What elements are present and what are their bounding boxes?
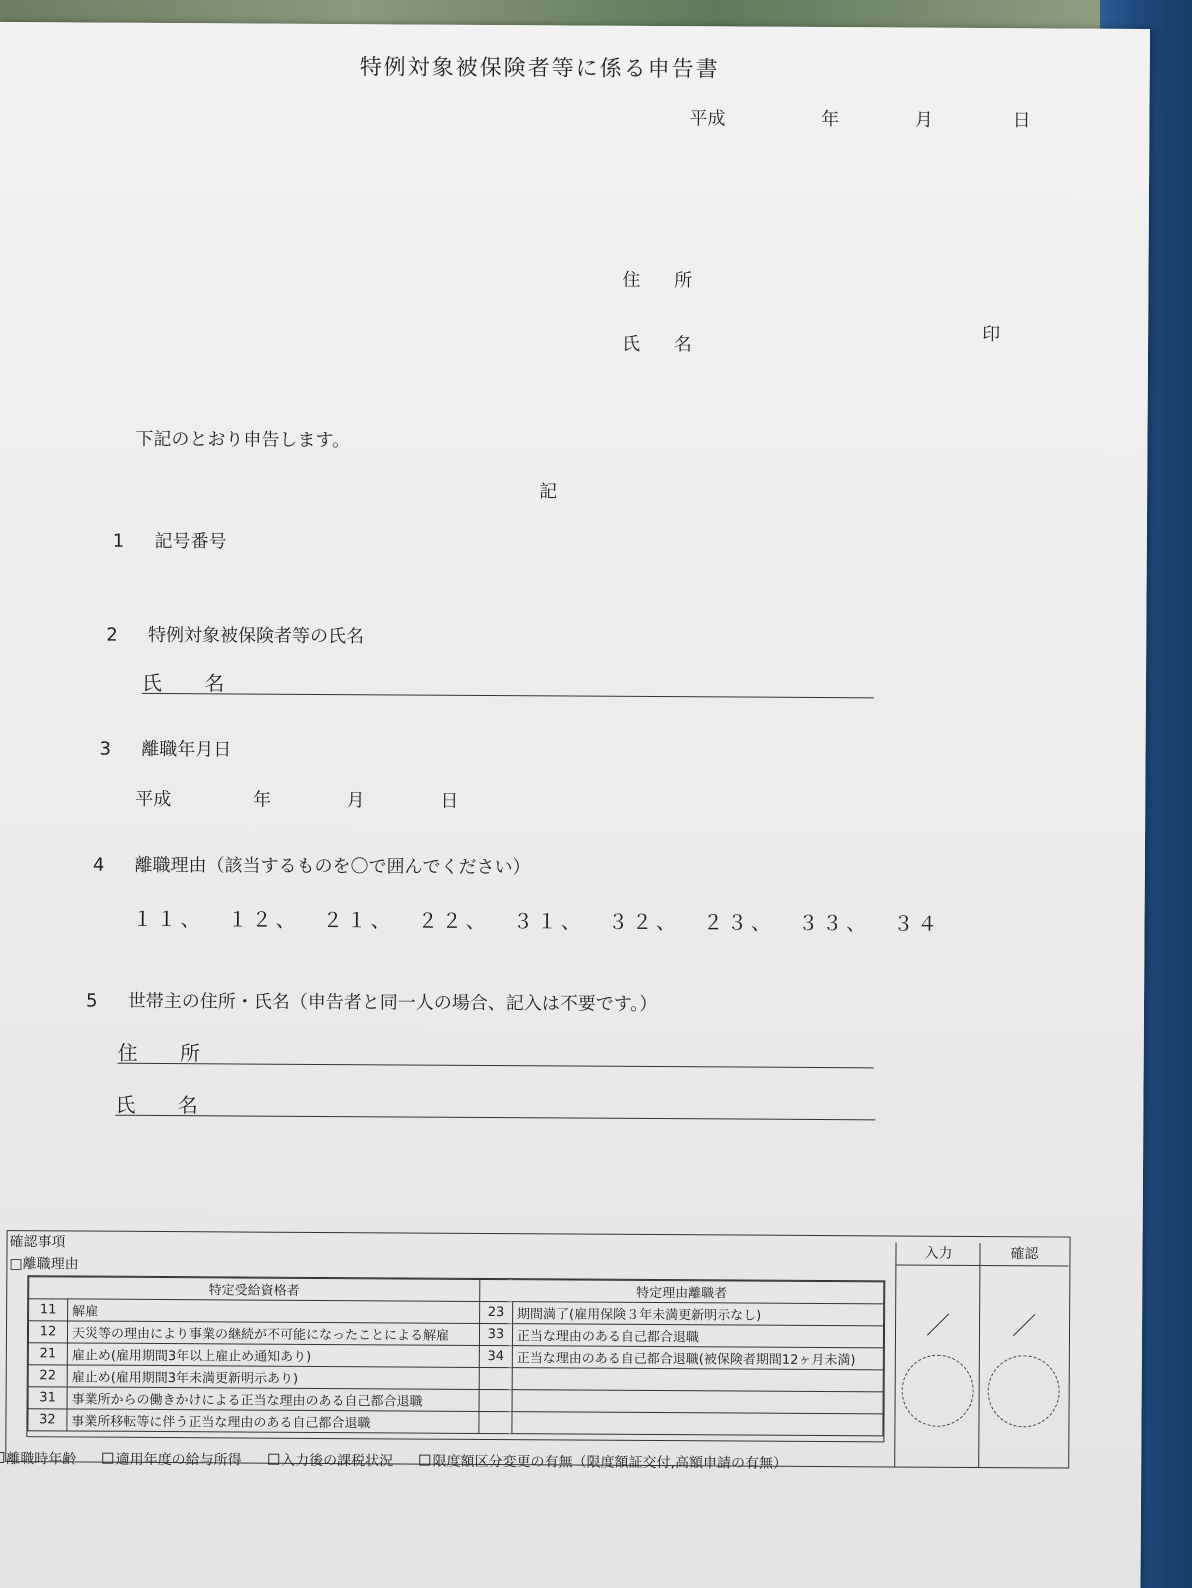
reason-code[interactable]: ３１、 [512,909,585,934]
item-3-label: 離職年月日 [141,738,232,761]
check-column [978,1243,1068,1468]
footer-check-item[interactable] [420,1451,788,1473]
footer-checklist [0,1448,809,1473]
right-text: 期間満了(雇用保険３年未満更新明示なし) [512,1302,883,1326]
right-text: 正当な理由のある自己都合退職 [512,1324,883,1348]
check-slash: ／ [1011,1312,1037,1341]
reason-code[interactable]: １２、 [227,907,300,932]
reason-code[interactable]: １１、 [132,906,205,932]
right-text [512,1368,883,1392]
item-3 [99,735,231,762]
footer-check-label: 離職時年齢 [6,1451,77,1468]
reason-code[interactable]: ２１、 [322,907,395,933]
right-text [512,1412,883,1436]
left-code: 32 [28,1409,67,1431]
item-3-year: 年 [252,789,272,811]
footer-check-item[interactable] [0,1448,76,1469]
right-code: 33 [479,1323,512,1345]
left-text: 雇止め(雇用期間3年以上雇止め通知あり) [67,1343,479,1368]
left-header: 特定受給資格者 [29,1277,480,1302]
date-month: 月 [914,109,933,131]
checkbox-icon[interactable] [0,1452,4,1463]
date-day: 日 [1012,110,1031,132]
head-name-label: 氏 名 [115,1092,216,1118]
item-5 [86,987,657,1016]
form-paper [0,22,1150,1588]
left-code: 11 [29,1299,68,1321]
right-code [479,1389,512,1411]
input-stamp-circle[interactable] [901,1355,973,1427]
item-3-day: 日 [440,790,459,812]
item-2-name-field[interactable] [142,667,874,698]
item-5-label: 世帯主の住所・氏名（申告者と同一人の場合、記入は不要です。） [127,990,658,1016]
left-code: 21 [28,1343,67,1365]
footer-check-item[interactable] [103,1449,242,1470]
left-code: 12 [28,1321,67,1343]
footer-check-label: 入力後の課税状況 [281,1452,394,1470]
reason-codes [132,903,983,937]
applicant-address-label: 住 所 [622,269,707,292]
item-3-era: 平成 [135,788,172,811]
left-text: 事業所からの働きかけによる正当な理由のある自己都合退職 [67,1387,479,1412]
item-4-label: 離職理由（該当するものを〇で囲んでください） [134,854,531,879]
checkbox-icon[interactable] [420,1455,431,1466]
item-3-number: 3 [99,738,112,760]
submission-date [689,104,1030,132]
right-code [479,1411,512,1433]
head-address-field[interactable] [118,1037,874,1069]
reason-code[interactable]: ２３、 [703,910,776,935]
input-column [894,1242,980,1467]
check-column-header: 確認 [980,1243,1068,1267]
confirm-title: 確認事項 [9,1234,66,1251]
item-3-date [135,785,458,813]
head-address-label: 住 所 [117,1040,219,1066]
right-code [479,1367,512,1389]
table-row [28,1409,883,1436]
intro-text: 下記のとおり申告します。 [135,428,351,452]
item-4-number: 4 [92,854,105,876]
item-1-label: 記号番号 [154,530,227,553]
footer-check-label: 適用年度の給与所得 [115,1451,242,1469]
head-name-field[interactable] [115,1089,875,1121]
confirm-subtitle: □離職理由 [9,1256,79,1273]
item-1 [113,527,227,554]
reason-table [26,1275,885,1442]
applicant-name-label: 氏 名 [621,333,706,356]
item-3-month: 月 [346,790,365,812]
item-2-label: 特例対象被保険者等の氏名 [147,624,365,648]
left-code: 31 [28,1387,67,1409]
input-column-header: 入力 [896,1242,980,1266]
input-slash: ／ [925,1311,951,1340]
left-text: 解雇 [68,1299,480,1324]
item-4 [93,851,531,880]
item-1-number: 1 [112,530,125,552]
reason-code[interactable]: ２２、 [417,908,490,934]
footer-check-label: 限度額区分変更の有無（限度額証交付,高額申請の有無） [432,1453,788,1472]
check-stamp-circle[interactable] [987,1355,1059,1427]
left-code: 22 [28,1365,67,1387]
right-code: 34 [479,1345,512,1367]
form-title: 特例対象被保険者等に係る申告書 [359,55,720,83]
confirmation-box [5,1230,1070,1468]
left-text: 天災等の理由により事業の継続が不可能になったことによる解雇 [67,1321,479,1346]
right-text: 正当な理由のある自己都合退職(被保険者期間12ヶ月未満) [512,1346,883,1370]
left-text: 事業所移転等に伴う正当な理由のある自己都合退職 [67,1409,479,1434]
right-code: 23 [479,1301,512,1323]
reason-code[interactable]: ３３、 [798,910,871,936]
checkbox-icon[interactable] [103,1453,114,1464]
seal-mark: 印 [982,324,1001,346]
item-5-number: 5 [85,990,98,1012]
item-2 [106,621,364,649]
checkbox-icon[interactable] [268,1454,279,1465]
ki-heading: 記 [539,481,558,503]
item-2-name-label: 氏 名 [141,670,243,696]
reason-code[interactable]: ３４ [893,911,942,936]
right-header: 特定理由離職者 [480,1279,884,1303]
left-text: 雇止め(雇用期間3年未満更新明示あり) [67,1365,479,1390]
reason-code[interactable]: ３２、 [607,909,681,935]
footer-check-item[interactable] [268,1450,393,1471]
right-text [512,1390,883,1414]
item-2-number: 2 [106,624,118,646]
date-year: 年 [821,109,840,131]
date-era: 平成 [689,108,726,130]
